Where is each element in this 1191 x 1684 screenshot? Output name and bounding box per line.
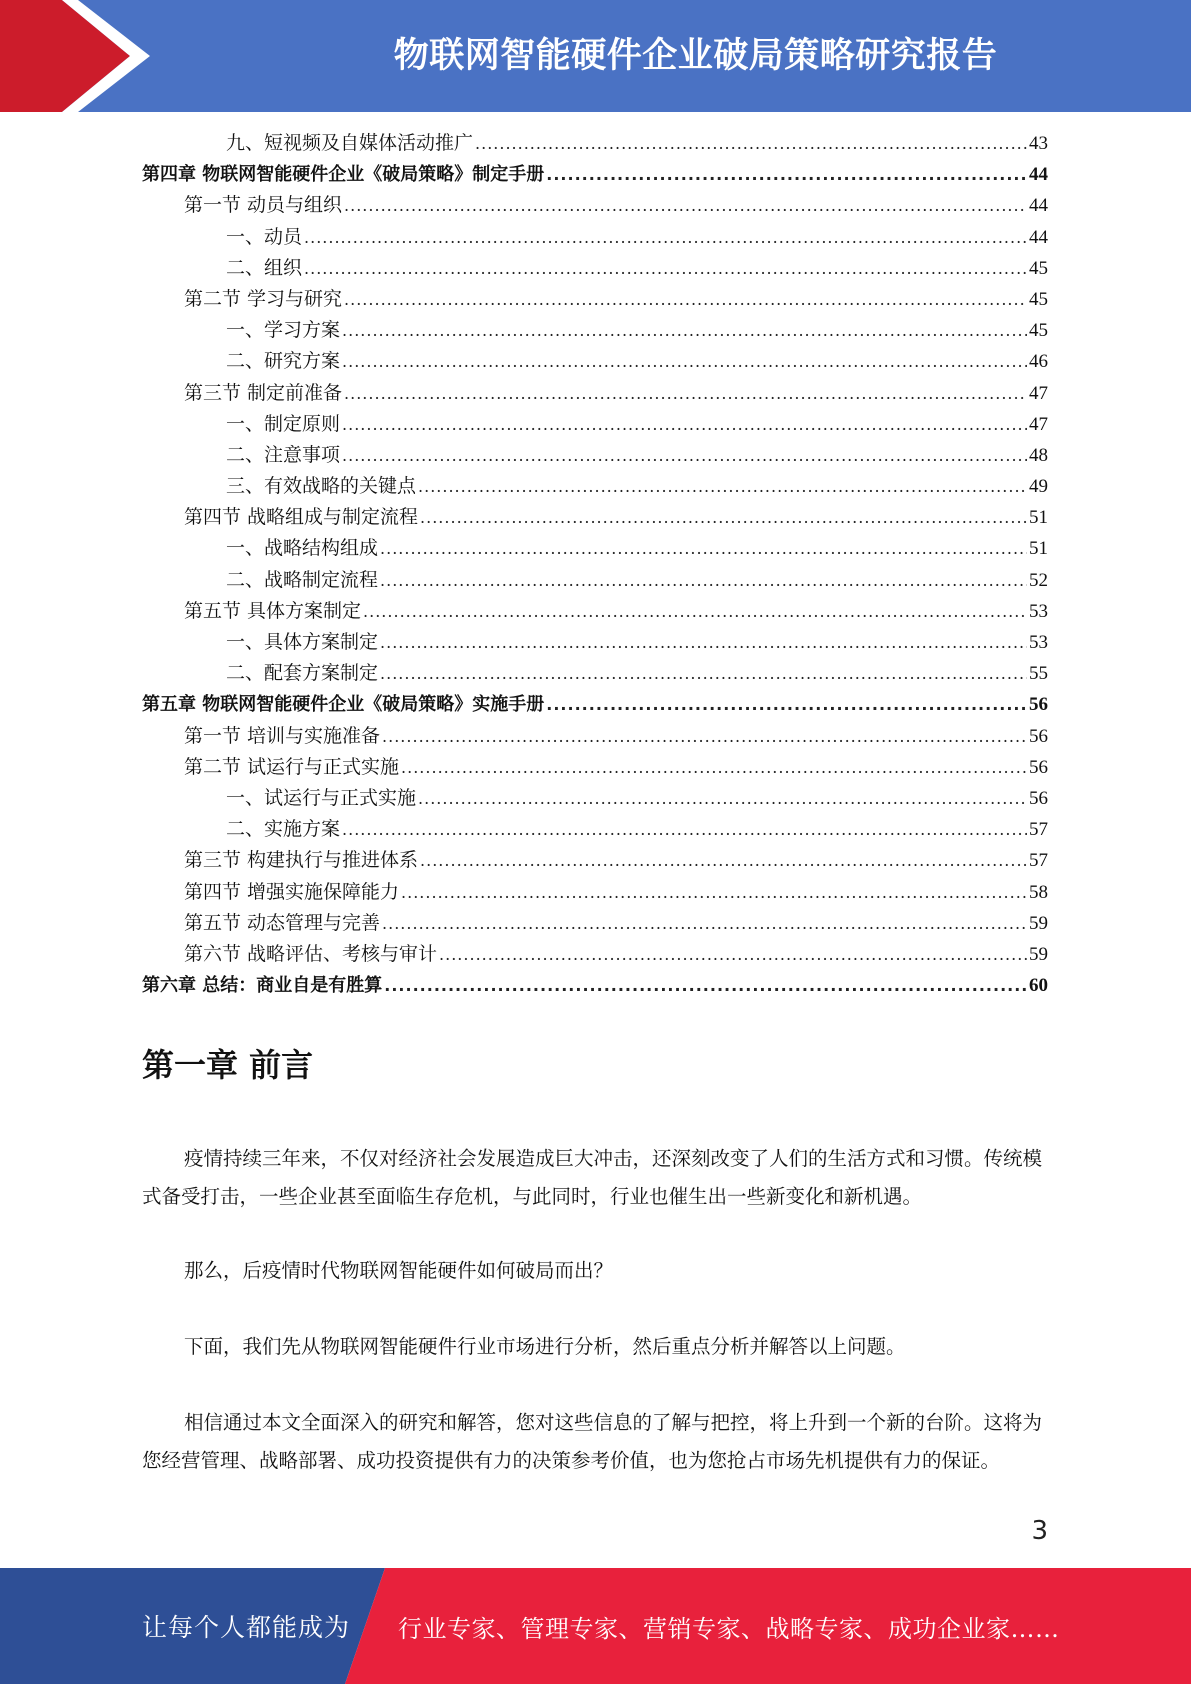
toc-dot-leader <box>380 565 1027 596</box>
toc-entry-page: 51 <box>1029 507 1048 529</box>
toc-dot-leader <box>418 471 1027 502</box>
toc-entry-label: 二、组织 <box>226 256 303 279</box>
toc-entry-page: 44 <box>1029 195 1048 217</box>
toc-dot-leader <box>342 315 1027 346</box>
toc-entry[interactable] <box>142 783 1048 814</box>
report-title: 物联网智能硬件企业破局策略研究报告 <box>393 36 998 76</box>
toc-entry-page: 44 <box>1029 164 1048 186</box>
toc-entry[interactable] <box>142 596 1048 627</box>
toc-entry[interactable] <box>142 440 1048 471</box>
toc-entry-label: 第四节 增强实施保障能力 <box>184 880 400 903</box>
toc-entry-page: 56 <box>1029 725 1048 747</box>
toc-entry[interactable] <box>142 845 1048 876</box>
toc-entry-label: 二、配套方案制定 <box>226 662 379 685</box>
toc-entry-label: 第六节 战略评估、考核与审计 <box>184 942 438 965</box>
body-paragraph: 下面，我们先从物联网智能硬件行业市场进行分析，然后重点分析并解答以上问题。 <box>184 1335 906 1358</box>
toc-dot-leader <box>380 658 1027 689</box>
toc-dot-leader <box>344 284 1027 315</box>
toc-entry[interactable] <box>142 378 1048 409</box>
footer-banner <box>0 1568 1191 1684</box>
toc-dot-leader <box>418 783 1027 814</box>
toc-entry-label: 第二节 试运行与正式实施 <box>184 755 400 778</box>
toc-entry-label: 第二节 学习与研究 <box>184 287 343 310</box>
toc-entry[interactable] <box>142 752 1048 783</box>
toc-dot-leader <box>363 596 1027 627</box>
toc-entry-label: 第四章 物联网智能硬件企业《破局策略》制定手册 <box>142 164 545 186</box>
toc-entry-page: 57 <box>1029 850 1048 872</box>
toc-entry-page: 55 <box>1029 663 1048 685</box>
toc-entry[interactable] <box>142 627 1048 658</box>
toc-dot-leader <box>342 346 1027 377</box>
toc-entry[interactable] <box>142 502 1048 533</box>
toc-entry-label: 一、学习方案 <box>226 319 341 342</box>
toc-dot-leader <box>439 939 1027 970</box>
toc-entry-page: 59 <box>1029 943 1048 965</box>
toc-entry-label: 第一节 动员与组织 <box>184 194 343 217</box>
toc-entry[interactable] <box>142 877 1048 908</box>
toc-entry-label: 一、动员 <box>226 225 303 248</box>
page-number: 3 <box>1031 1516 1048 1546</box>
toc-entry-page: 51 <box>1029 538 1048 560</box>
body-paragraph: 那么，后疫情时代物联网智能硬件如何破局而出？ <box>184 1259 614 1282</box>
toc-entry-page: 47 <box>1029 413 1048 435</box>
toc-entry-page: 52 <box>1029 569 1048 591</box>
toc-entry-label: 第一节 培训与实施准备 <box>184 724 381 747</box>
toc-dot-leader <box>342 814 1027 845</box>
toc-entry-page: 53 <box>1029 632 1048 653</box>
toc-entry-page: 59 <box>1029 912 1048 934</box>
toc-entry-label: 一、试运行与正式实施 <box>226 786 417 809</box>
toc-dot-leader <box>475 128 1027 159</box>
toc-entry[interactable] <box>142 253 1048 284</box>
toc-dot-leader <box>342 440 1027 471</box>
toc-dot-leader <box>382 908 1027 939</box>
toc-entry[interactable] <box>142 409 1048 440</box>
toc-entry-page: 53 <box>1029 600 1048 622</box>
toc-dot-leader <box>401 752 1027 783</box>
toc-entry-label: 一、战略结构组成 <box>226 537 379 560</box>
toc-entry[interactable] <box>142 565 1048 596</box>
toc-entry-label: 二、战略制定流程 <box>226 568 379 591</box>
toc-entry[interactable] <box>142 346 1048 377</box>
toc-entry-page: 43 <box>1029 133 1048 154</box>
toc-dot-leader <box>420 502 1027 533</box>
toc-dot-leader <box>401 877 1027 908</box>
toc-entry-page: 48 <box>1029 444 1048 466</box>
toc-entry[interactable] <box>142 128 1048 159</box>
toc-entry-label: 第五节 具体方案制定 <box>184 599 362 622</box>
toc-entry-label: 九、短视频及自媒体活动推广 <box>226 132 474 154</box>
toc-entry-label: 第四节 战略组成与制定流程 <box>184 506 419 529</box>
toc-entry-label: 第三节 构建执行与推进体系 <box>184 849 419 872</box>
toc-entry[interactable] <box>142 689 1048 720</box>
toc-entry[interactable] <box>142 190 1048 221</box>
toc-entry[interactable] <box>142 315 1048 346</box>
toc-dot-leader <box>304 253 1027 284</box>
toc-entry[interactable] <box>142 939 1048 970</box>
toc-entry-label: 第五节 动态管理与完善 <box>184 911 381 934</box>
toc-dot-leader <box>384 970 1027 1001</box>
toc-entry-label: 一、制定原则 <box>226 412 341 435</box>
footer-slogan-left: 让每个人都能成为 <box>142 1613 351 1642</box>
toc-entry[interactable] <box>142 222 1048 253</box>
toc-entry[interactable] <box>142 814 1048 845</box>
toc-entry-page: 49 <box>1029 476 1048 498</box>
header-banner <box>0 0 1191 112</box>
chapter-heading: 第一章 前言 <box>142 1046 314 1084</box>
toc-entry-label: 一、具体方案制定 <box>226 631 379 653</box>
toc-dot-leader <box>344 190 1027 221</box>
toc-entry[interactable] <box>142 533 1048 564</box>
toc-entry-page: 58 <box>1029 881 1048 903</box>
toc-dot-leader <box>304 222 1027 253</box>
toc-dot-leader <box>342 409 1027 440</box>
toc-entry-page: 46 <box>1029 351 1048 373</box>
toc-entry-label: 三、有效战略的关键点 <box>226 475 417 498</box>
toc-dot-leader <box>546 689 1027 720</box>
toc-dot-leader <box>382 721 1027 752</box>
toc-entry-page: 47 <box>1029 382 1048 404</box>
red-arrow-decoration <box>0 0 160 112</box>
toc-entry-page: 60 <box>1029 975 1048 997</box>
toc-dot-leader <box>546 159 1027 190</box>
toc-entry-label: 二、实施方案 <box>226 818 341 841</box>
toc-entry-page: 56 <box>1029 756 1048 778</box>
table-of-contents <box>142 128 1048 1001</box>
toc-entry[interactable] <box>142 970 1048 1001</box>
footer-slogan-right: 行业专家、管理专家、营销专家、战略专家、成功企业家…… <box>398 1614 1060 1643</box>
toc-entry-page: 44 <box>1029 226 1048 248</box>
toc-entry-page: 45 <box>1029 320 1048 342</box>
toc-entry-page: 45 <box>1029 257 1048 279</box>
toc-entry[interactable] <box>142 908 1048 939</box>
toc-dot-leader <box>344 378 1027 409</box>
toc-entry-page: 57 <box>1029 819 1048 841</box>
toc-entry-page: 45 <box>1029 288 1048 310</box>
toc-entry-label: 第三节 制定前准备 <box>184 381 343 404</box>
toc-dot-leader <box>380 627 1027 658</box>
toc-entry[interactable] <box>142 658 1048 689</box>
toc-entry[interactable] <box>142 284 1048 315</box>
body-paragraph: 相信通过本文全面深入的研究和解答，您对这些信息的了解与把控，将上升到一个新的台阶。这将为您经营管理、战略部署、成功投资提供有力的决策参考价值，也为您抢占市场先机提供有力的保证。 <box>142 1411 1043 1472</box>
toc-entry[interactable] <box>142 471 1048 502</box>
toc-entry-label: 第六章 总结：商业自是有胜算 <box>142 975 383 997</box>
toc-entry-page: 56 <box>1029 787 1048 809</box>
toc-entry-label: 第五章 物联网智能硬件企业《破局策略》实施手册 <box>142 694 545 716</box>
toc-entry-label: 二、注意事项 <box>226 443 341 466</box>
toc-dot-leader <box>420 845 1027 876</box>
toc-dot-leader <box>380 533 1027 564</box>
toc-entry[interactable] <box>142 159 1048 190</box>
toc-entry-page: 56 <box>1029 694 1048 716</box>
toc-entry[interactable] <box>142 721 1048 752</box>
toc-entry-label: 二、研究方案 <box>226 350 341 373</box>
body-paragraph: 疫情持续三年来，不仅对经济社会发展造成巨大冲击，还深刻改变了人们的生活方式和习惯。传统模式备受打击，一些企业甚至面临生存危机，与此同时，行业也催生出一些新变化和新机遇。 <box>142 1147 1043 1208</box>
